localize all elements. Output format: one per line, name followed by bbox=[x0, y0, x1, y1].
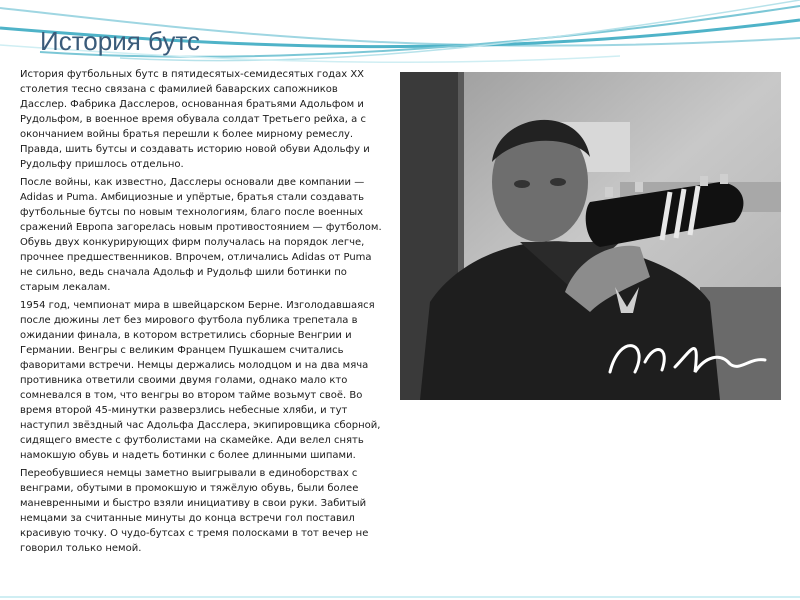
body-text bbox=[20, 67, 382, 559]
bottom-divider bbox=[0, 594, 800, 600]
paragraph: Переобувшиеся немцы заметно выигрывали в единоборствах с венграми, обутыми в промокшую и тяжёлую обувь, были более маневренными и быстро взяли инициативу в свои руки. Забитый немцами за считанные минуты до конца встречи гол поставил красивую точку. О чудо-бутсах с тремя полосками в тот вечер не говорил только немой. bbox=[20, 468, 369, 554]
slide-title: История бутс bbox=[40, 26, 200, 56]
paragraph: 1954 год, чемпионат мира в швейцарском Берне. Изголодавшаяся после дюжины лет без мирового футбола публика трепетала в ожидании финала, в котором встретились сборные Венгрии и Германии. Венгры с великим Францем Пушкашем считались фаворитами встречи. Немцы держались молодцом и на два мяча противника ответили своими двумя голами, однако мало кто сомневался в том, что венгры во втором тайме возьмут своё. Во время второй 45-минутки разверзлись небесные хляби, и тут наступил звёздный час Адольфа Дасслера, экипировщика сборной, сидящего вместе с футболистами на скамейке. Ади велел снять намокшую обувь и надеть ботинки с более длинными шипами. bbox=[20, 300, 381, 461]
dassler-photo bbox=[400, 72, 781, 400]
paragraph: История футбольных бутс в пятидесятых-семидесятых годах XX столетия тесно связана с фамилией баварских сапожников Дасслер. Фабрика Дасслеров, основанная братьями Адольфом и Рудольфом, в военное время обувала солдат Третьего рейха, а с окончанием войны братья перешли к более мирному ремеслу. Правда, шить бутсы и создавать историю новой обуви Адольфу и Рудольфу пришлось отдельно. bbox=[20, 69, 370, 170]
paragraph: После войны, как известно, Дасслеры основали две компании — Adidas и Puma. Амбициозные и упёртые, братья стали создавать футбольные бутсы по новым технологиям, благо после военных сражений Европа загорелась новым противостоянием — футболом. Обувь двух конкурирующих фирм получалась на порядок легче, прочнее предшественников. Впрочем, отличались Adidas от Puma не сильно, ведь сначала Адольф и Рудольф шили ботинки по старым лекалам. bbox=[20, 177, 382, 293]
